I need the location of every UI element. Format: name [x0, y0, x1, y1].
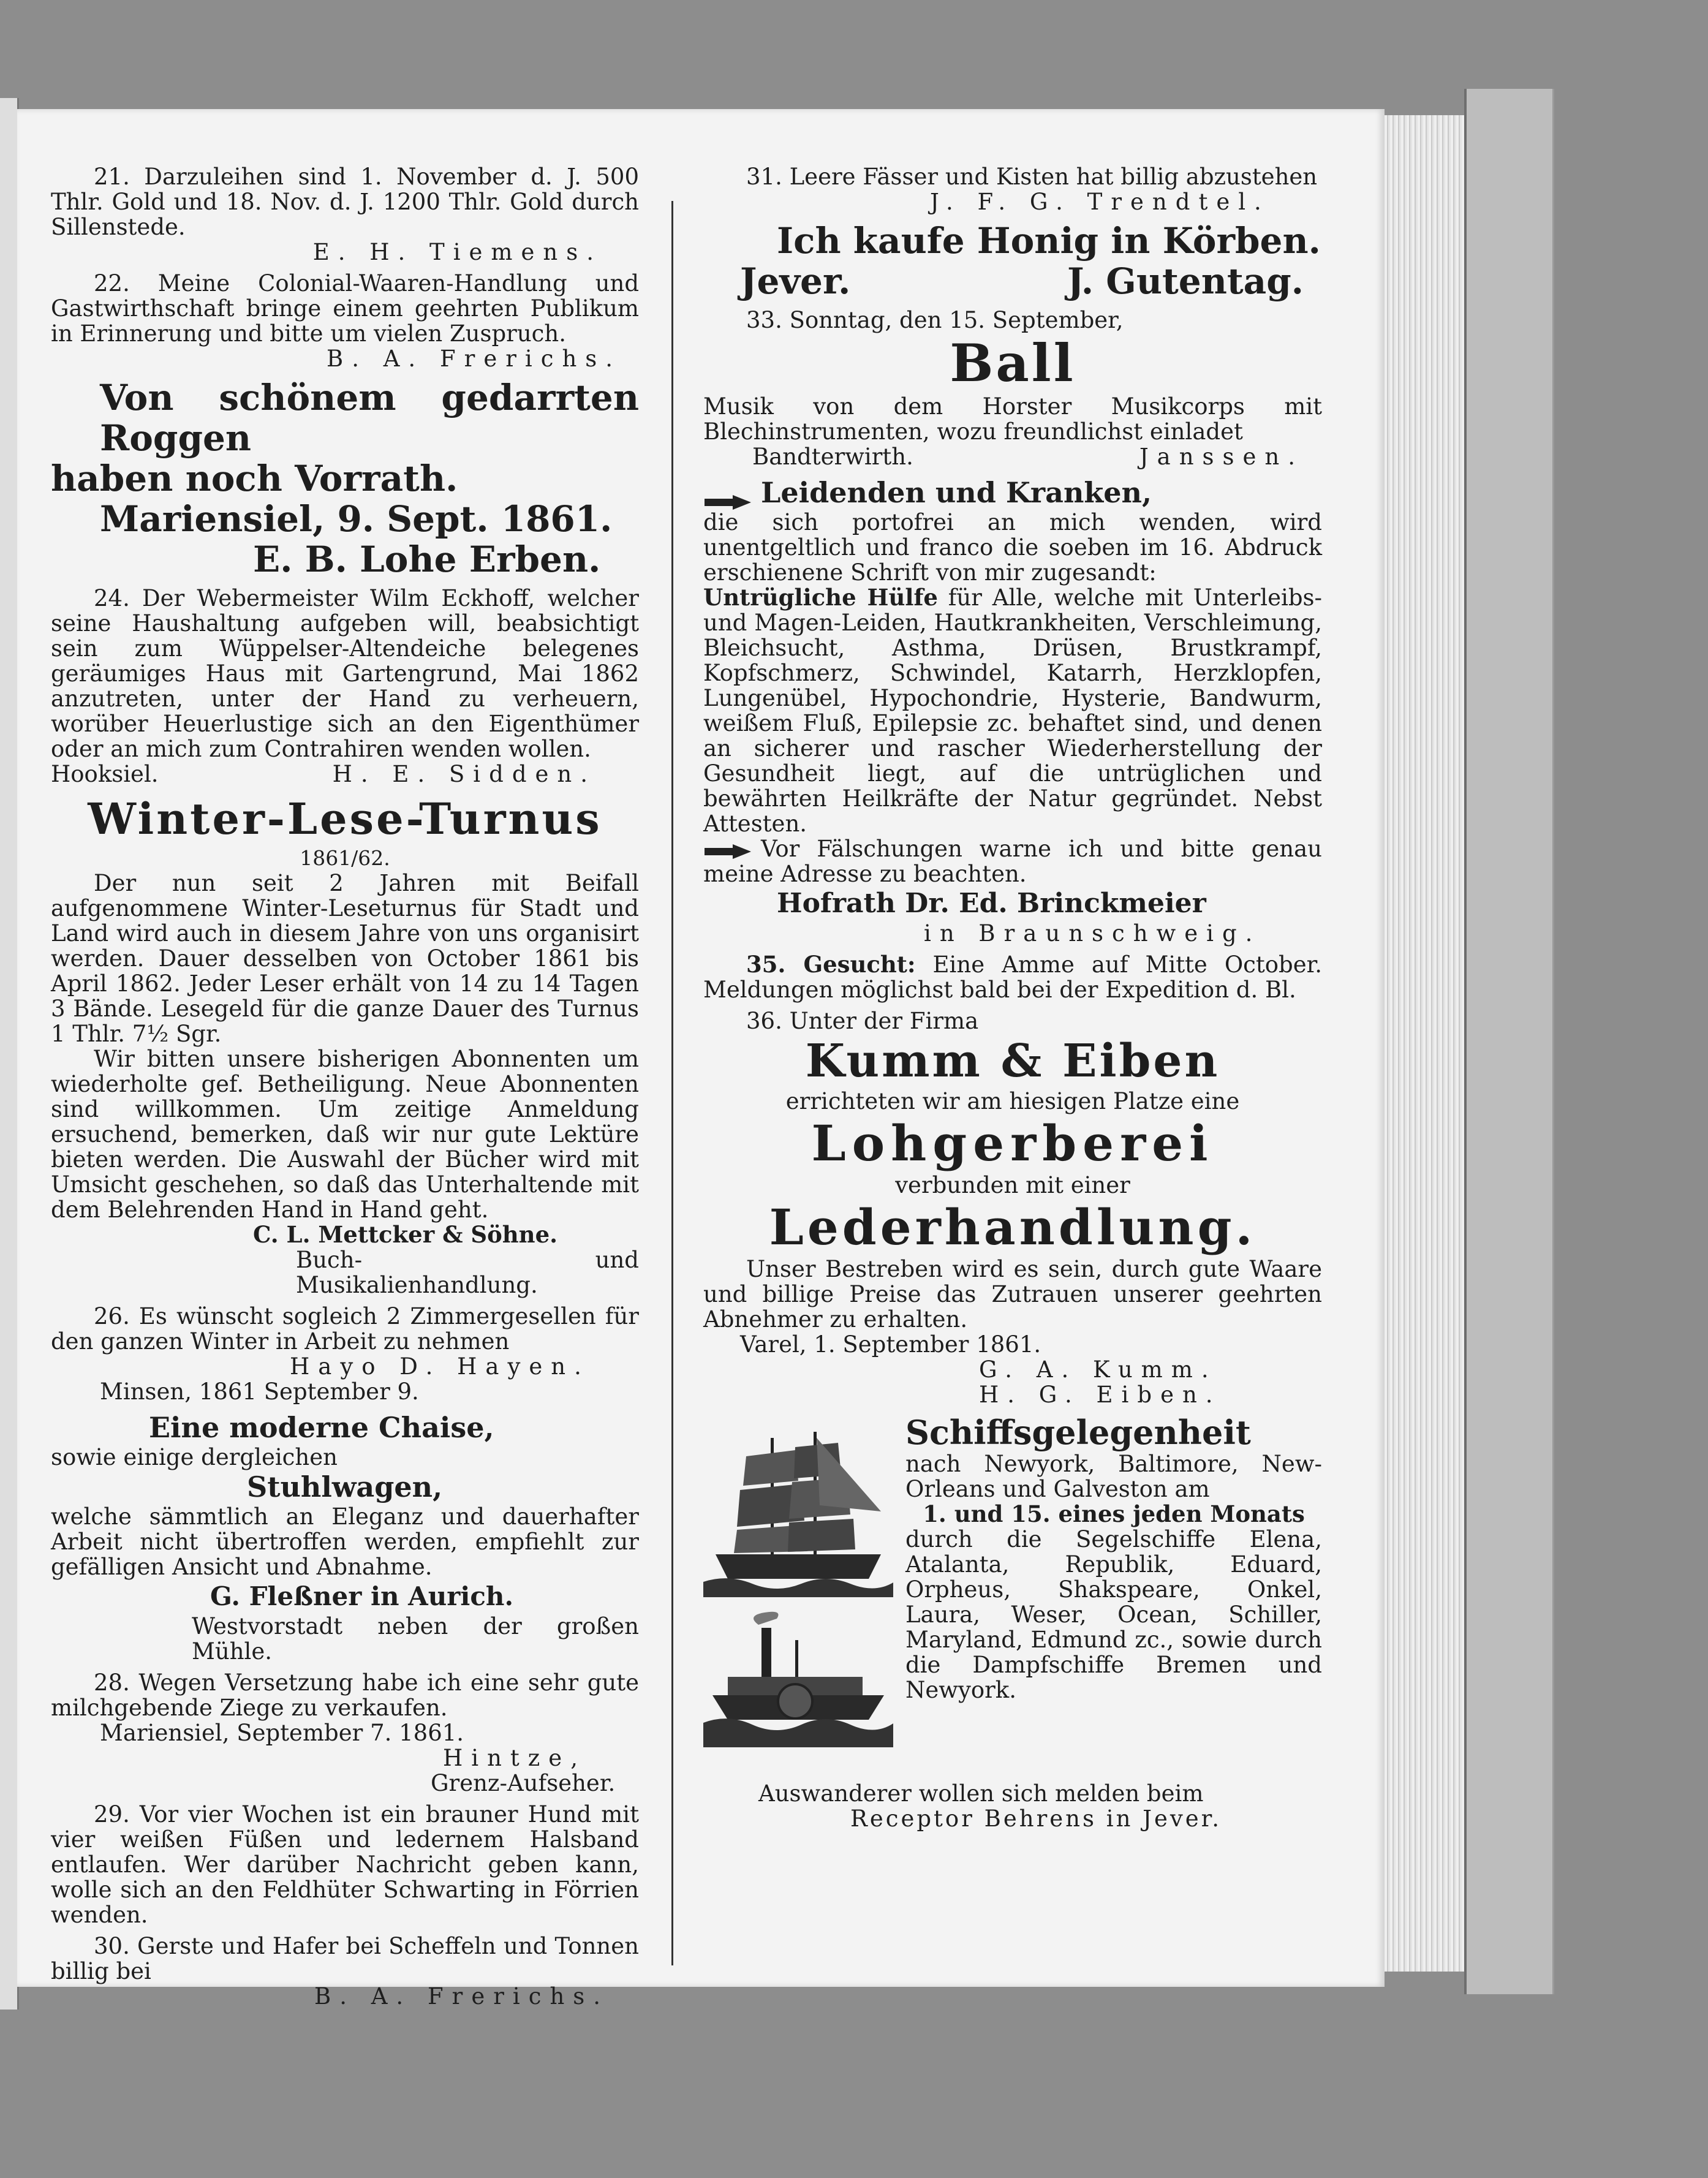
ad-29: [51, 1802, 639, 1927]
ad-37-signature: Receptor Behrens in Jever.: [850, 1806, 1222, 1832]
steam-ship-icon: [703, 1612, 893, 1747]
ad-34-text2: für Alle, welche mit Unterleibs- und Magen-Leiden, Hautkrankheiten, Verschleimung, Bleichsucht, Asthma, Drüsen, Brustkrampf, Kopfschmerz, Schwindel, Katarrh, Herzklopfen, Lungenübel, Hypochondrie, Hysterie, Bandwurm, weißem Fluß, Epilepsie zc. behaftet sind, und denen an sicherer und rascher Wiederherstellung der Gesundheit liegt, auf die untrüglichen und bewährten Heilkräfte der Natur gegründet. Nebst Attesten.: [703, 584, 1323, 837]
ad-33: [703, 308, 1322, 469]
ad-31-text: 31. Leere Fässer und Kisten hat billig abzustehen: [746, 164, 1318, 190]
book-cover-edge: [1464, 89, 1554, 1994]
ad-23-line1: Von schönem gedarrten Roggen: [100, 377, 639, 459]
ad-35-text: Eine Amme auf Mitte October. Meldungen möglichst bald bei der Expedition d. Bl.: [703, 951, 1322, 1003]
ad-22-text: 22. Meine Colonial-Waaren-Handlung und Gastwirthschaft bringe einem geehrten Publikum in Erinnerung und bitte um vielen Zuspruch.: [51, 270, 639, 347]
ad-33-intro: 33. Sonntag, den 15. September,: [746, 307, 1124, 333]
ad-27-line2: sowie einige dergleichen: [51, 1444, 338, 1470]
pointing-hand-icon: [703, 485, 752, 505]
ad-25-title: Winter-Lese-Turnus: [88, 793, 602, 844]
ad-32-line1: Ich kaufe Honig in Körben.: [777, 220, 1321, 262]
ad-37-text: nach Newyork, Baltimore, New-Orleans und Galveston am: [905, 1451, 1322, 1502]
ad-22: [51, 271, 639, 371]
ad-30-signature: B. A. Frerichs.: [314, 1983, 610, 2010]
ad-26: [51, 1304, 639, 1404]
ad-31: [703, 164, 1322, 214]
ad-34-bold-lead: Untrügliche Hülfe: [703, 584, 938, 611]
ad-28-place: Mariensiel, September 7. 1861.: [100, 1720, 464, 1746]
ad-34-warning: Vor Fälschungen warne ich und bitte genau meine Adresse zu beachten.: [703, 836, 1322, 887]
ad-28-text: 28. Wegen Versetzung habe ich eine sehr gute milchgebende Ziege zu verkaufen.: [51, 1669, 639, 1721]
sailing-ship-icon: [703, 1432, 893, 1597]
ad-27-line1: Eine moderne Chaise,: [149, 1411, 494, 1444]
ad-21-signature: E. H. Tiemens.: [312, 239, 602, 265]
ad-26-place: Minsen, 1861 September 9.: [100, 1378, 419, 1405]
ad-23-line2: haben noch Vorrath.: [51, 458, 458, 499]
ad-34-signature: Hofrath Dr. Ed. Brinckmeier: [777, 888, 1206, 919]
ad-24-signature: H. E. Sidden.: [332, 761, 596, 787]
ad-22-signature: B. A. Frerichs.: [327, 346, 622, 372]
ad-37-title: Schiffsgelegenheit: [905, 1413, 1251, 1452]
ad-36-signature: G. A. Kumm.: [979, 1356, 1217, 1383]
ad-32: [703, 221, 1322, 301]
ad-35-lead: 35. Gesucht:: [746, 951, 916, 978]
ad-24-place: Hooksiel.: [51, 761, 159, 787]
ad-30: [51, 1934, 639, 2009]
left-page-edge: [0, 98, 19, 2010]
ad-30-text: 30. Gerste und Hafer bei Scheffeln und Tonnen billig bei: [51, 1933, 639, 1984]
page-stack-edges: [1385, 115, 1465, 1972]
ad-23-signature: E. B. Lohe Erben.: [253, 539, 601, 580]
ad-27-text: welche sämmtlich an Eleganz und dauerhafter Arbeit nicht übertroffen werden, empfiehlt zur gefälligen Ansicht und Abnahme.: [51, 1503, 639, 1580]
ad-26-signature: Hayo D. Hayen.: [290, 1353, 590, 1380]
ad-34-text: die sich portofrei an mich wenden, wird unentgeltlich und franco die soeben im 16. Abdruck erschienene Schrift von mir zugesandt:: [703, 509, 1322, 586]
ad-36-text: Unser Bestreben wird es sein, durch gute Waare und billige Preise das Zutrauen unserer geehrten Abnehmer zu erhalten.: [703, 1256, 1322, 1333]
ad-24-text: 24. Der Webermeister Wilm Eckhoff, welcher seine Haushaltung aufgeben will, beabsichtigt sein zum Wüppelser-Altendeiche belegenes geräumiges Haus mit Gartengrund, Mai 1862 anzutreten, unter der Hand zu verheuern, worüber Heuerlustige sich an den Eigenthümer oder an mich zum Contrahiren wenden wollen.: [51, 585, 639, 762]
ad-36-line2: errichteten wir am hiesigen Platze eine: [785, 1088, 1240, 1114]
ad-28-signature2: Grenz-Aufseher.: [431, 1770, 616, 1796]
ad-25-text2: Wir bitten unsere bisherigen Abonnenten um wiederholte gef. Betheiligung. Neue Abonnenten sind willkommen. Um zeitige Anmeldung ersuchend, bemerken, daß wir nur gute Lektüre bieten werden. Die Auswahl der Bücher wird mit Umsicht geschehen, so daß das Unterhaltende mit dem Belehrenden Hand in Hand geht.: [51, 1046, 639, 1223]
ad-28-signature: Hintze,: [443, 1745, 586, 1771]
ad-35: [703, 952, 1322, 1002]
ad-21: [51, 164, 639, 265]
ad-37-text2: durch die Segelschiffe Elena, Atalanta, Republik, Eduard, Orpheus, Shakspeare, Onkel, Laura, Weser, Ocean, Schiller, Maryland, Edmund zc., sowie durch die Dampfschiffe Bremen und Newyork.: [905, 1526, 1322, 1703]
ad-24: [51, 586, 639, 787]
ad-25-text: Der nun seit 2 Jahren mit Beifall aufgenommene Winter-Leseturnus für Stadt und Land wird auch in diesem Jahre von uns organisirt werden. Dauer desselben von October 1861 bis April 1862. Jeder Leser erhält von 14 zu 14 Tagen 3 Bände. Lesegeld für die ganze Dauer des Turnus 1 Thlr. 7½ Sgr.: [51, 870, 639, 1047]
ad-25: [51, 793, 639, 1298]
ship-illustration: [703, 1413, 893, 1756]
ad-33-place: Bandterwirth.: [752, 444, 913, 470]
ad-27-signature: G. Fleßner in Aurich.: [210, 1581, 514, 1611]
right-column: [703, 164, 1322, 1837]
ad-36-signature2: H. G. Eiben.: [979, 1382, 1222, 1408]
ad-32-signature: J. Gutentag.: [1067, 260, 1304, 302]
ad-36-intro: 36. Unter der Firma: [746, 1008, 979, 1034]
ad-29-text: 29. Vor vier Wochen ist ein brauner Hund mit vier weißen Füßen und ledernem Halsband entlaufen. Wer darüber Nachricht geben kann, wolle sich an den Feldhüter Schwarting in Förrien wenden.: [51, 1801, 639, 1928]
newspaper-page: [17, 109, 1385, 2010]
ad-36-place: Varel, 1. September 1861.: [740, 1331, 1041, 1358]
ad-36: [703, 1008, 1322, 1407]
ad-37-bold: 1. und 15. eines jeden Monats: [923, 1500, 1305, 1527]
ad-25-signature: C. L. Mettcker & Söhne.: [253, 1221, 558, 1248]
ad-36-firm: Kumm & Eiben: [805, 1035, 1220, 1087]
ad-34-signature2: in Braunschweig.: [924, 920, 1261, 947]
ad-33-text: Musik von dem Horster Musikcorps mit Blechinstrumenten, wozu freundlichst einladet: [703, 393, 1322, 445]
column-divider: [671, 201, 673, 1965]
ad-32-place: Jever.: [740, 260, 851, 302]
ad-37: [703, 1413, 1322, 1831]
ad-37-footer: Auswanderer wollen sich melden beim: [758, 1780, 1204, 1807]
pointing-hand-icon: [703, 841, 752, 861]
ad-36-business: Lohgerberei: [811, 1114, 1214, 1172]
ad-23: [51, 377, 639, 580]
ad-21-text: 21. Darzuleihen sind 1. November d. J. 500 Thlr. Gold und 18. Nov. d. J. 1200 Thlr. Gold durch Sillenstede.: [51, 164, 639, 240]
ad-34: [703, 475, 1322, 946]
ad-27: [51, 1410, 639, 1664]
ad-25-year: 1861/62.: [300, 846, 390, 870]
ad-31-signature: J. F. G. Trendtel.: [930, 189, 1270, 215]
ad-27-signature2: Westvorstadt neben der großen Mühle.: [192, 1613, 639, 1665]
ad-23-date: Mariensiel, 9. Sept. 1861.: [100, 498, 613, 540]
ad-33-title: Ball: [950, 333, 1076, 393]
ad-25-signature2: Buch- und Musikalienhandlung.: [296, 1247, 639, 1298]
ad-26-text: 26. Es wünscht sogleich 2 Zimmergesellen für den ganzen Winter in Arbeit zu nehmen: [51, 1303, 639, 1355]
ad-34-title: Leidenden und Kranken,: [761, 476, 1152, 509]
ad-27-line3: Stuhlwagen,: [247, 1470, 443, 1503]
ad-36-line3: verbunden mit einer: [895, 1172, 1130, 1198]
ad-33-signature: Janssen.: [1139, 444, 1304, 470]
ad-28: [51, 1670, 639, 1796]
ad-36-business2: Lederhandlung.: [769, 1198, 1256, 1256]
left-column: [51, 164, 639, 2015]
